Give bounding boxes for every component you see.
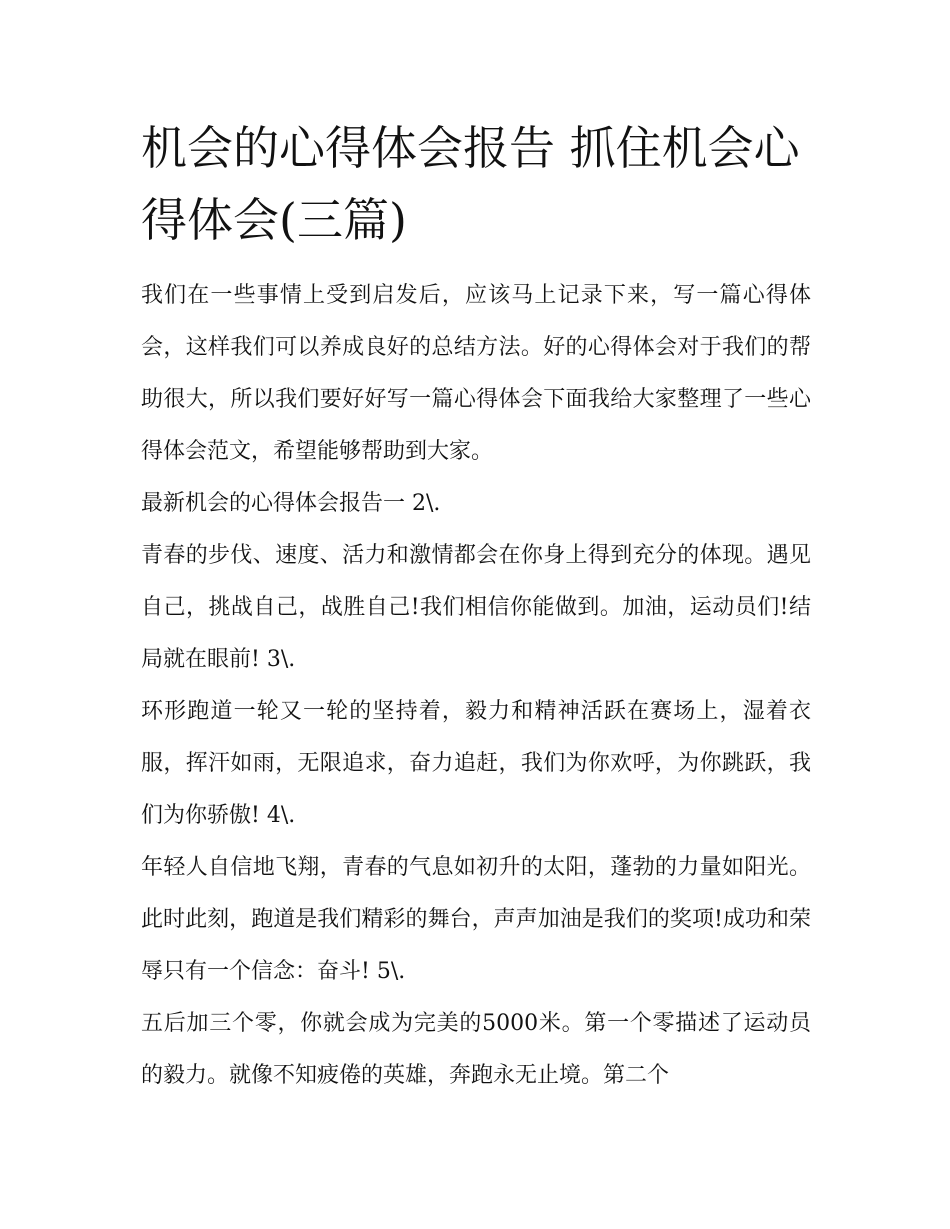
document-page (141, 112, 811, 1102)
document-title: 机会的心得体会报告 抓住机会心得体会(三篇) (141, 121, 800, 247)
paragraph: 年轻人自信地飞翔，青春的气息如初升的太阳，蓬勃的力量如阳光。此时此刻，跑道是我们精彩的舞台，声声加油是我们的奖项!成功和荣辱只有一个信念：奋斗! 5\. (141, 855, 811, 984)
intro-paragraph: 我们在一些事情上受到启发后，应该马上记录下来，写一篇心得体会，这样我们可以养成良好的总结方法。好的心得体会对于我们的帮助很大，所以我们要好好写一篇心得体会下面我给大家整理了一些心得体会范文，希望能够帮助到大家。 (141, 283, 811, 464)
section-heading: 最新机会的心得体会报告一 2\. (141, 491, 441, 516)
paragraph: 五后加三个零，你就会成为完美的5000米。第一个零描述了运动员的毅力。就像不知疲倦的英雄，奔跑永无止境。第二个 (141, 1011, 811, 1088)
paragraph: 青春的步伐、速度、活力和激情都会在你身上得到充分的体现。遇见自己，挑战自己，战胜自己!我们相信你能做到。加油，运动员们!结局就在眼前! 3\. (141, 543, 811, 672)
paragraph: 环形跑道一轮又一轮的坚持着，毅力和精神活跃在赛场上，湿着衣服，挥汗如雨，无限追求，奋力追赶，我们为你欢呼，为你跳跃，我们为你骄傲! 4\. (141, 699, 811, 828)
